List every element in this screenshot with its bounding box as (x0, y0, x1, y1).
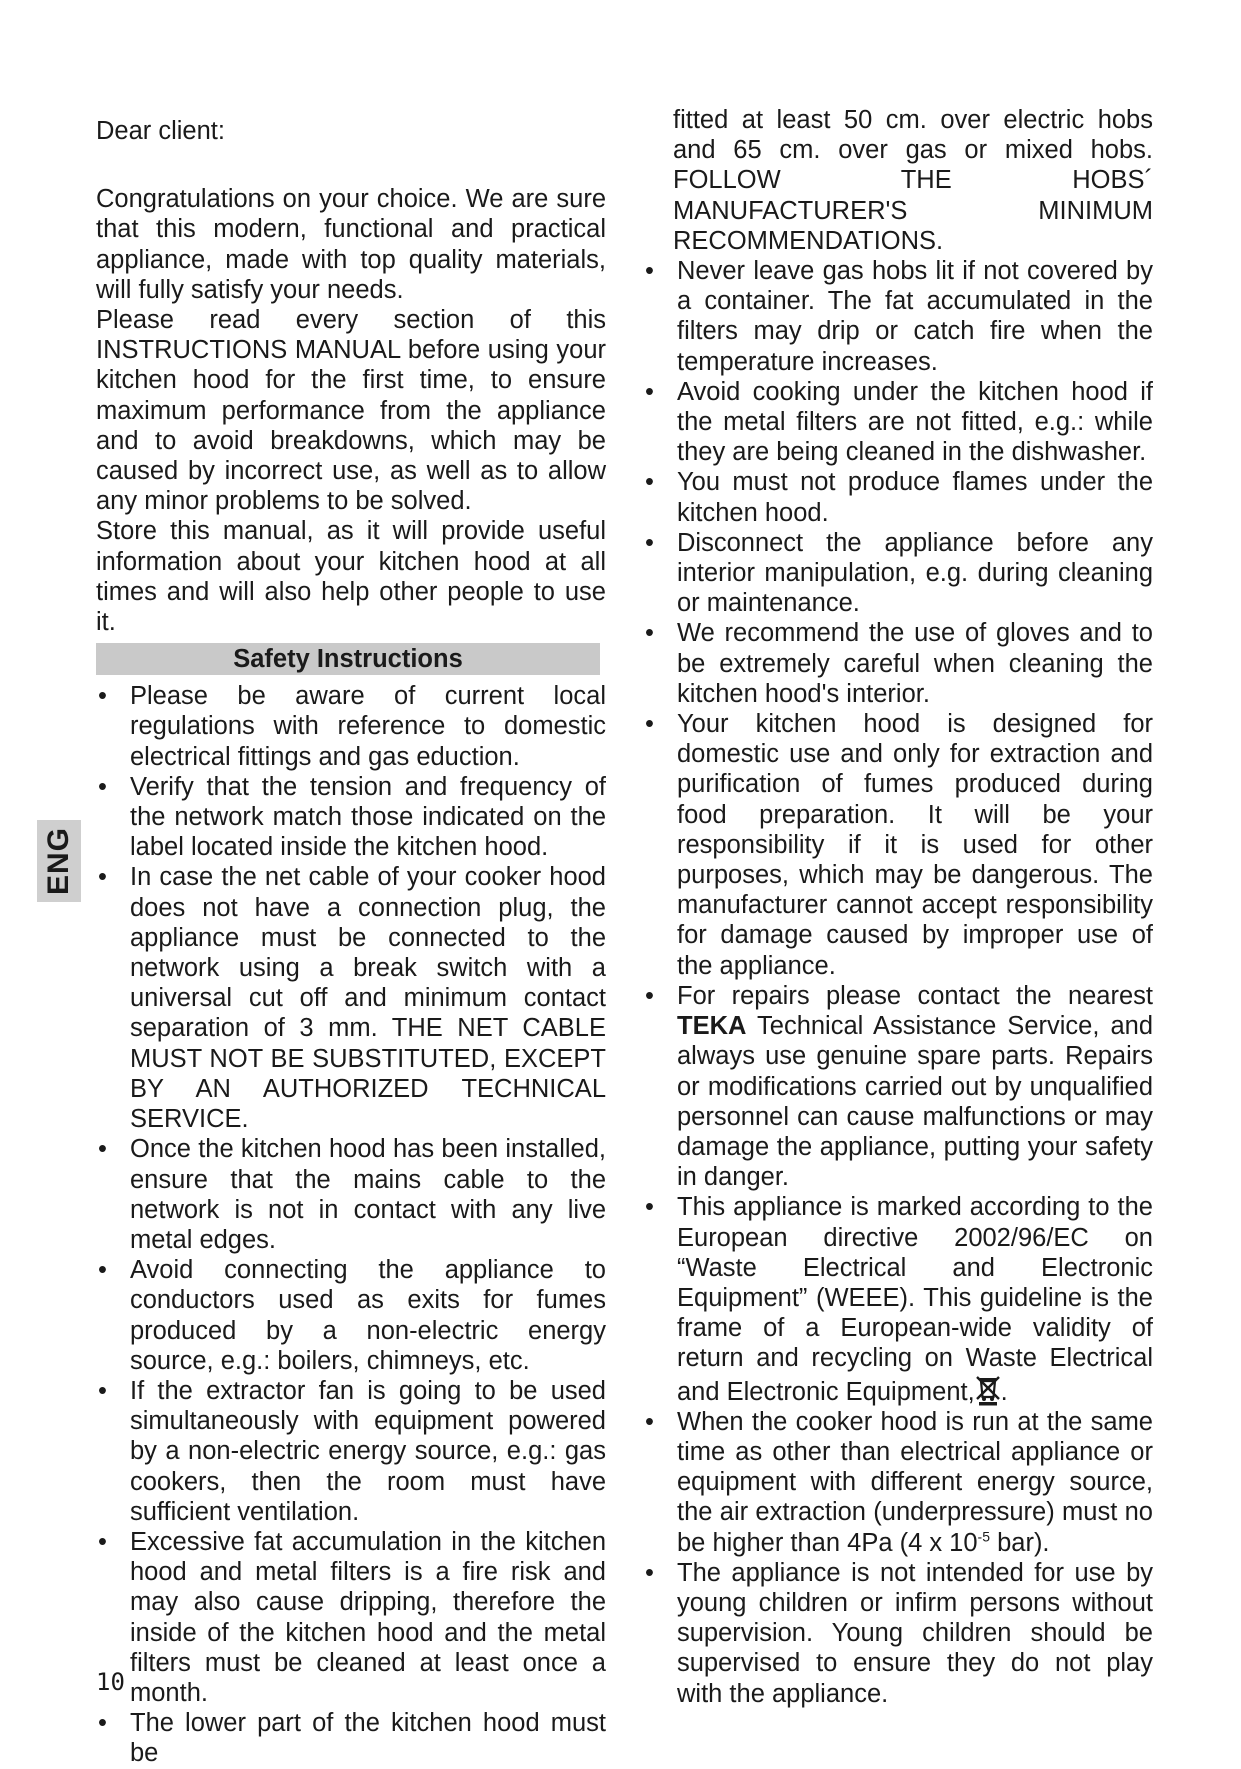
brand-name: TEKA (677, 1012, 747, 1041)
left-column (96, 116, 606, 1769)
safety-item-continuation: fitted at least 50 cm. over electric hobs and 65 cm. over gas or mixed hobs. FOLLOW THE HOBS´ MANUFACTURER'S MINIMUM RECOMMENDATIONS. (673, 106, 1153, 255)
repairs-prefix: For repairs please contact the nearest (677, 981, 1153, 1010)
safety-instructions-heading: Safety Instructions (96, 643, 600, 675)
intro-paragraph: Congratulations on your choice. We are sure that this modern, functional and practical appliance, made with top quality materials, will fully satisfy your needs. (96, 185, 606, 304)
safety-item: • If the extractor fan is going to be used simultaneously with equipment powered by a non-electric energy source, e.g.: gas cookers, then the room must have sufficient ventilation. (96, 1376, 606, 1527)
safety-item: • You must not produce flames under the kitchen hood. (643, 467, 1153, 527)
safety-item: • Your kitchen hood is designed for domestic use and only for extraction and purification of fumes produced during food preparation. It will be your responsibility if it is used for other purposes, which may be dangerous. The manufacturer cannot accept responsibility for damage caused by improper use of the appliance. (643, 709, 1153, 981)
page-number: 10 (96, 1668, 125, 1696)
safety-item-pressure (643, 1407, 1153, 1558)
pressure-exponent: -5 (977, 1528, 990, 1545)
language-tab-label: ENG (42, 826, 75, 896)
pressure-text: When the cooker hood is run at the same time as other than electrical appliance or equipment with different energy source, the air extraction (underpressure) must no be higher than 4Pa (4 x 10 (677, 1407, 1153, 1557)
weee-end: . (1000, 1377, 1008, 1406)
safety-item-repairs (643, 981, 1153, 1192)
language-tab (37, 820, 81, 902)
safety-item: • We recommend the use of gloves and to be extremely careful when cleaning the kitchen hood's interior. (643, 618, 1153, 709)
safety-item: • Avoid connecting the appliance to conductors used as exits for fumes produced by a non-electric energy source, e.g.: boilers, chimneys, etc. (96, 1255, 606, 1376)
safety-item-weee (643, 1192, 1153, 1406)
intro-paragraph: Please read every section of this INSTRUCTIONS MANUAL before using your kitchen hood for the first time, to ensure maximum performance from the appliance and to avoid breakdowns, which may be caused by incorrect use, as well as to allow any minor problems to be solved. (96, 306, 606, 516)
safety-item: • Disconnect the appliance before any interior manipulation, e.g. during cleaning or maintenance. (643, 528, 1153, 619)
safety-item: • Please be aware of current local regulations with reference to domestic electrical fittings and gas eduction. (96, 681, 606, 772)
right-column (643, 105, 1153, 1709)
safety-item: • In case the net cable of your cooker hood does not have a connection plug, the appliance must be connected to the network using a break switch with a universal cut off and minimum contact separation of 3 mm. THE NET CABLE MUST NOT BE SUBSTITUTED, EXCEPT BY AN AUTHORIZED TECHNICAL SERVICE. (96, 862, 606, 1134)
safety-item: • Excessive fat accumulation in the kitchen hood and metal filters is a fire risk and may also cause dripping, therefore the inside of the kitchen hood and the metal filters must be cleaned at least once a month. (96, 1527, 606, 1708)
safety-item: • Verify that the tension and frequency of the network match those indicated on the label located inside the kitchen hood. (96, 772, 606, 863)
greeting: Dear client: (96, 117, 225, 145)
safety-item: • Avoid cooking under the kitchen hood if the metal filters are not fitted, e.g.: while they are being cleaned in the dishwasher. (643, 377, 1153, 468)
intro-paragraph: Store this manual, as it will provide useful information about your kitchen hood at all times and will also help other people to use it. (96, 517, 606, 637)
safety-item: • The lower part of the kitchen hood must be (96, 1708, 606, 1768)
weee-text: This appliance is marked according to the European directive 2002/96/EC on “Waste Electrical and Electronic Equipment” (WEEE). This guideline is the frame of a European-wide validity of return and recycling on Waste Electrical and Electronic Equipment, (677, 1193, 1153, 1406)
repairs-suffix: Technical Assistance Service, and always use genuine spare parts. Repairs or modifications carried out by unqualified personnel can cause malfunctions or may damage the appliance, putting your safety in danger. (677, 1012, 1154, 1192)
pressure-end: bar). (990, 1528, 1050, 1557)
safety-item: • The appliance is not intended for use by young children or infirm persons without supervision. Young children should be supervised to ensure they do not play with the appliance. (643, 1558, 1153, 1709)
weee-crossed-bin-icon (975, 1374, 1001, 1406)
safety-item: • Once the kitchen hood has been installed, ensure that the mains cable to the network is not in contact with any live metal edges. (96, 1134, 606, 1255)
safety-item: • Never leave gas hobs lit if not covered by a container. The fat accumulated in the filters may drip or catch fire when the temperature increases. (643, 256, 1153, 377)
